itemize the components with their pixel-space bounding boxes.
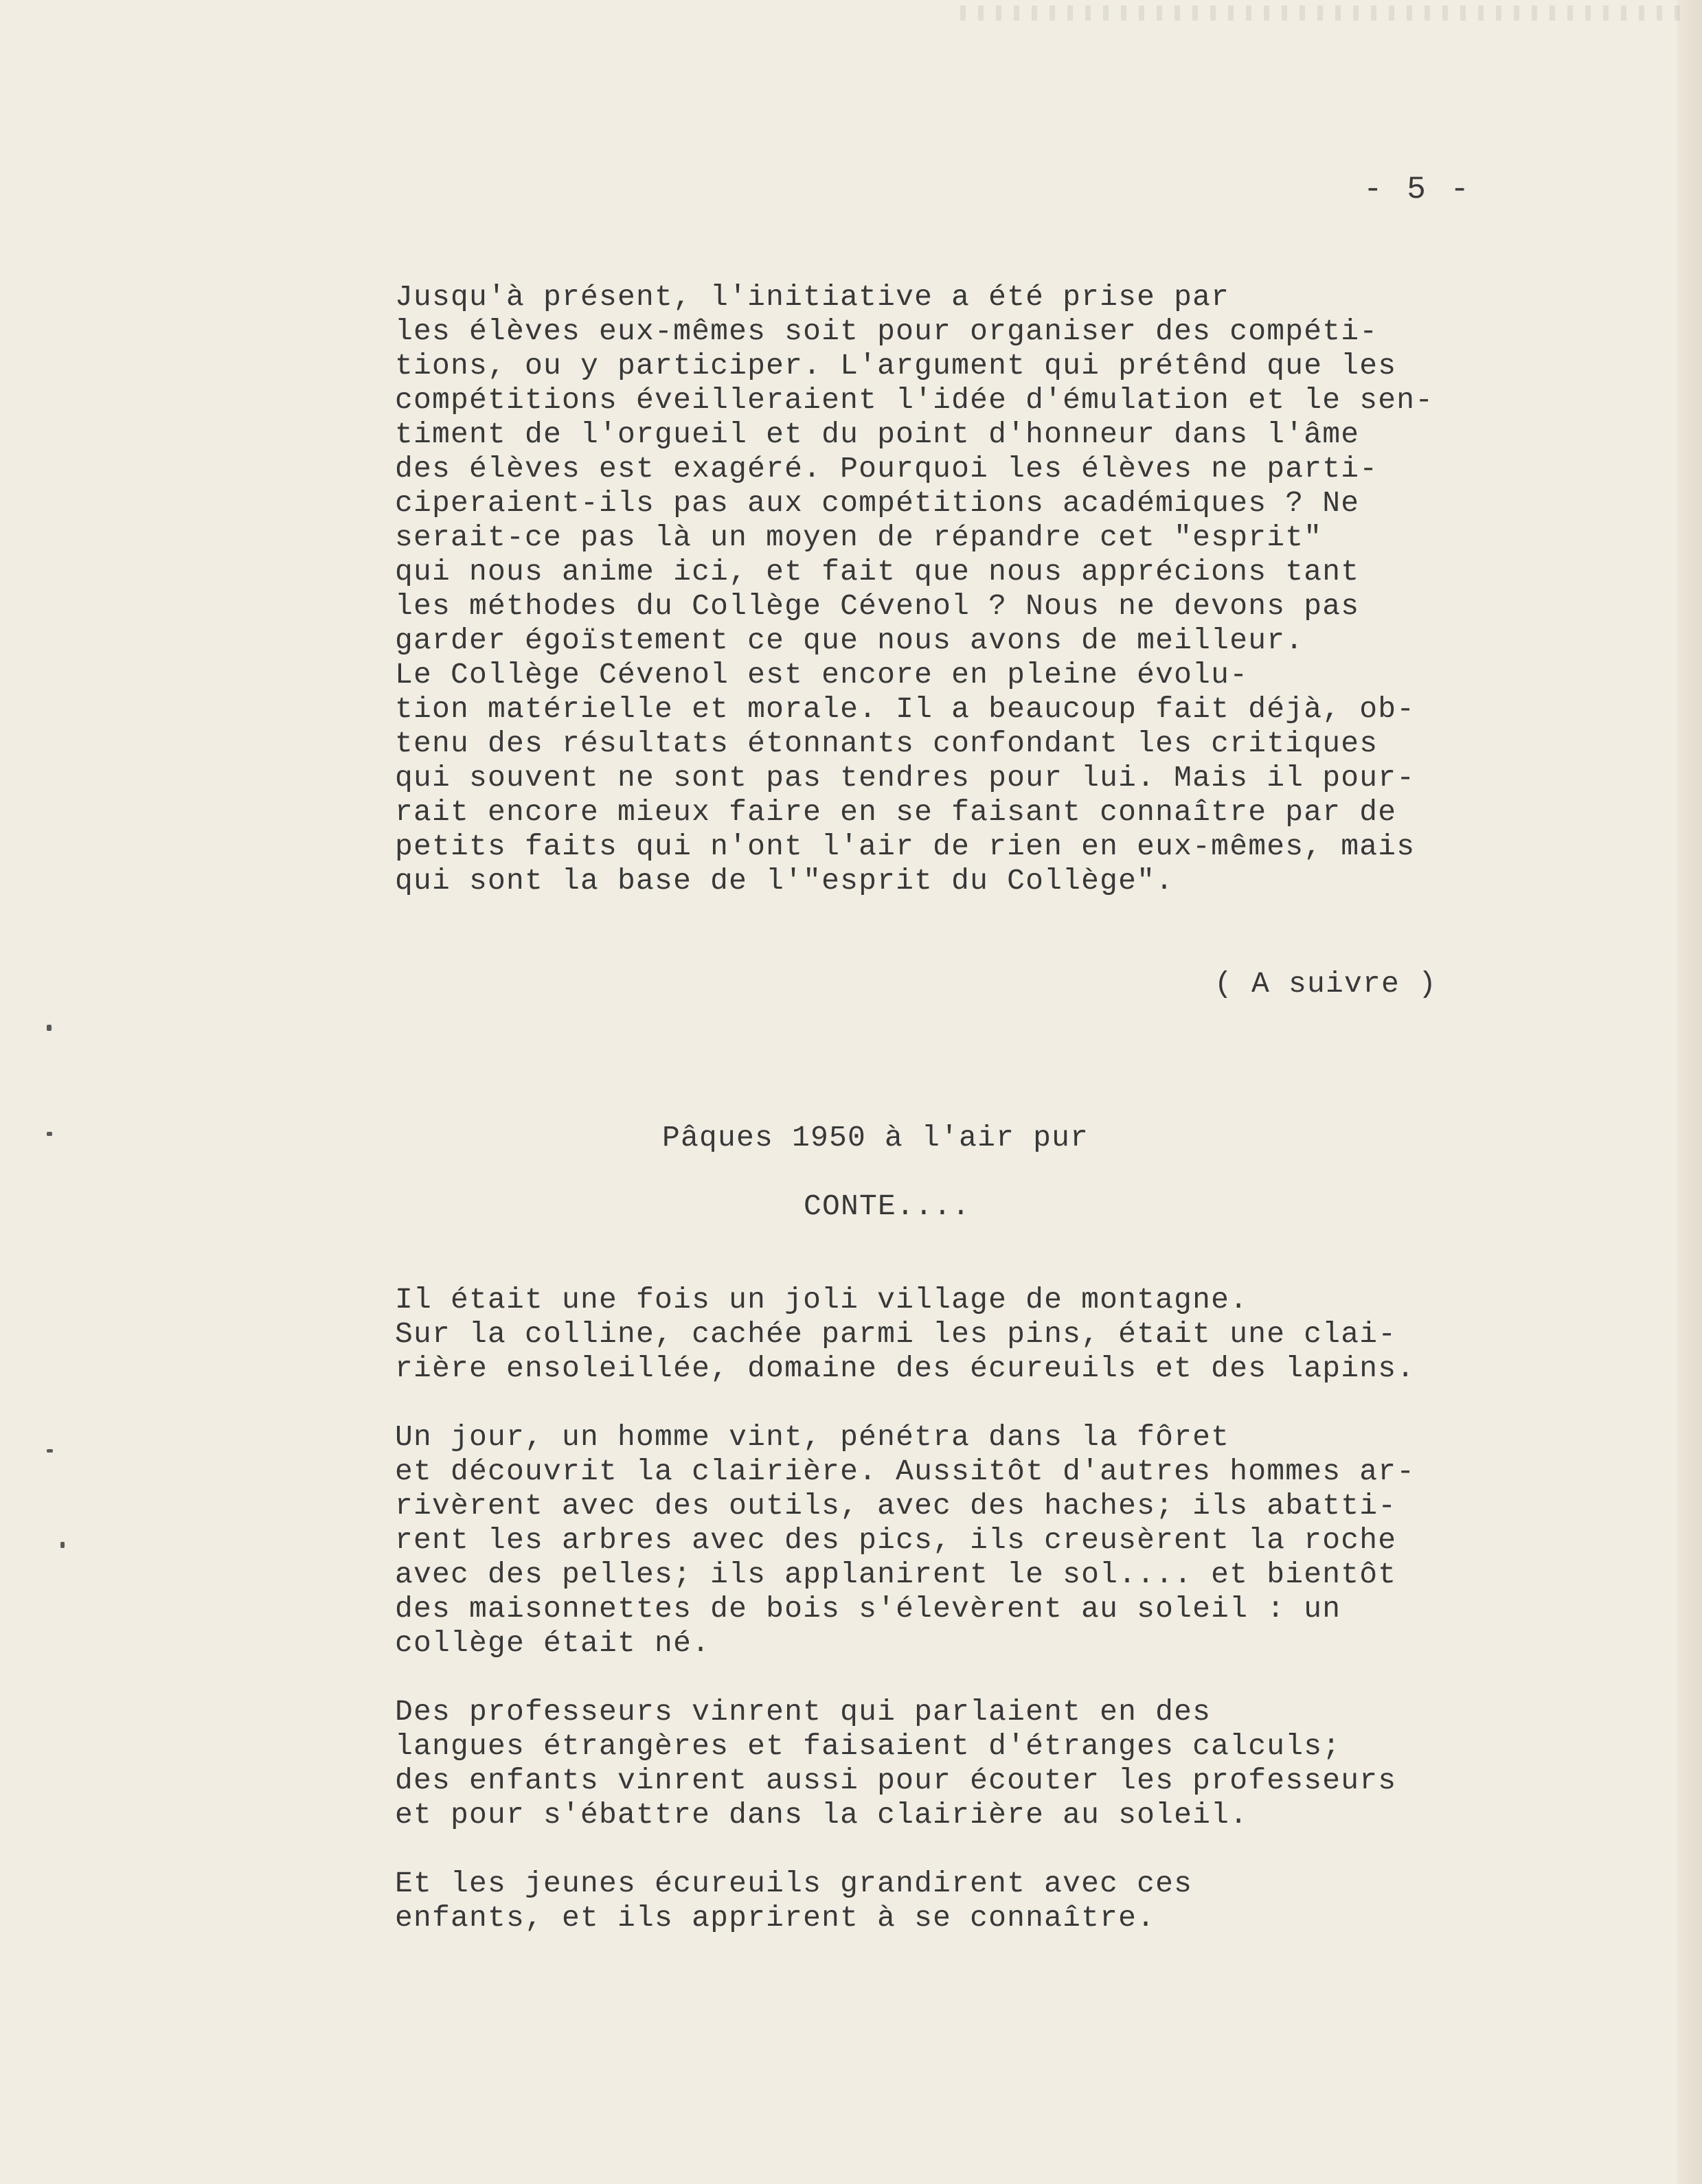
section-title: Pâques 1950 à l'air pur — [662, 1121, 1089, 1154]
paragraph-village: Il était une fois un joli village de montagne. Sur la colline, cachée parmi les pins, était une clai- rière ensoleillée, domaine des écureuils et des lapins. — [395, 1283, 1416, 1385]
a-suivre-note: ( A suivre ) — [1214, 967, 1438, 1001]
page-edge-shadow — [1677, 0, 1702, 2184]
paragraph-professeurs: Des professeurs vinrent qui parlaient en des langues étrangères et faisaient d'étranges calculs; des enfants vinrent aussi pour écouter les professeurs et pour s'ébattre dans la clairière au soleil. — [395, 1695, 1397, 1832]
paragraph-initiative: Jusqu'à présent, l'initiative a été prise par les élèves eux-mêmes soit pour organiser des compéti- tions, ou y participer. L'argument qui prétênd que les compétitions éveilleraient l'idée d'émulation et le sen- timent de l'orgueil et du point d'honneur dans l'âme des élèves est exagéré. Pourquoi les élèves ne parti- ciperaient-ils pas aux compétitions académiques ? Ne serait-ce pas là un moyen de répandre cet "esprit" qui nous anime ici, et fait que nous apprécions tant les méthodes du Collège Cévenol ? Nous ne devons pas garder égoïstement ce que nous avons de meilleur. — [395, 280, 1434, 657]
margin-mark — [60, 1542, 65, 1548]
paragraph-ecureuils: Et les jeunes écureuils grandirent avec ces enfants, et ils apprirent à se connaître. — [395, 1867, 1193, 1935]
margin-mark — [47, 1449, 53, 1453]
section-subtitle: CONTE.... — [804, 1190, 971, 1223]
margin-mark — [47, 1132, 52, 1136]
paragraph-college-evolution: Le Collège Cévenol est encore en pleine évolu- tion matérielle et morale. Il a beaucoup fait déjà, ob- tenu des résultats étonnants confondant les critiques qui souvent ne sont pas tendres pour lui. Mais il pour- rait encore mieux faire en se faisant connaître par de petits faits qui n'ont l'air de rien en eux-mêmes, mais qui sont la base de l'"esprit du Collège". — [395, 658, 1416, 898]
paragraph-homme-vint: Un jour, un homme vint, pénétra dans la fôret et découvrit la clairière. Aussitôt d'autres hommes ar- rivèrent avec des outils, avec des haches; ils abatti- rent les arbres avec des pics, ils creusèrent la roche avec des pelles; ils applanirent le sol.... et bientôt des maisonnettes de bois s'élevèrent au soleil : un collège était né. — [395, 1420, 1416, 1660]
page-number: - 5 - — [1363, 172, 1473, 207]
top-edge-smudge — [948, 5, 1690, 21]
margin-mark — [47, 1025, 52, 1031]
